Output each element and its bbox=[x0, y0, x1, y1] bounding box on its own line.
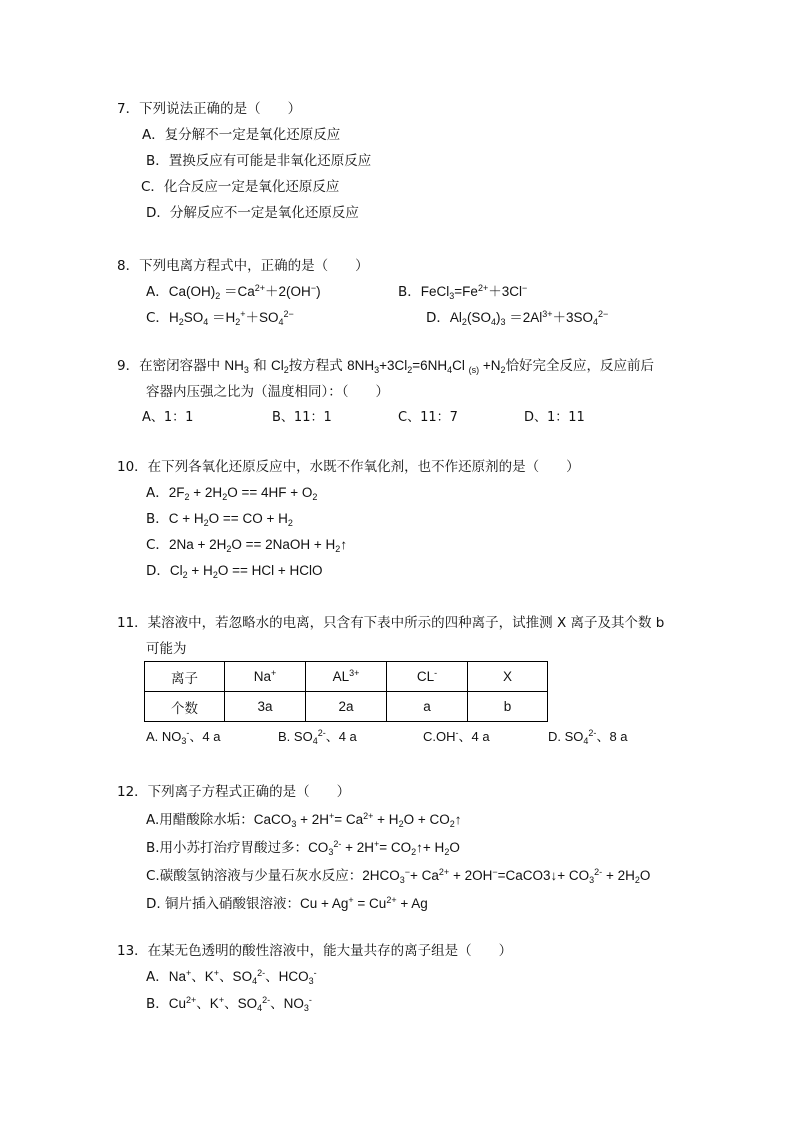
q13-option-b: B．$Cu^{2+}$、K+、$SO_4^{2-}$、$NO_3^-$ bbox=[146, 995, 312, 1013]
table-cell: b bbox=[468, 692, 548, 722]
q7-option-c: C．化合反应一定是氧化还原反应 bbox=[141, 179, 340, 195]
table-row bbox=[145, 662, 548, 692]
q11-stem: 11．某溶液中，若忽略水的电离，只含有下表中所示的四种离子，试推测 X 离子及其个数 b bbox=[117, 615, 665, 631]
q9-option-b: B、11：1 bbox=[272, 410, 332, 425]
q12-option-c: C.碳酸氢钠溶液与少量石灰水反应：$2HCO_3^-+ Ca^{2+}$ + 2OH−=CaCO3↓+ $CO_3^{2-} + 2H_2O$ bbox=[146, 867, 651, 885]
q8-option-d: D．$Al_2(SO_4)_3 =2Al^{3+}+3SO_4^{2-}$ bbox=[426, 309, 609, 327]
table-cell: X bbox=[468, 662, 548, 692]
ion-table bbox=[144, 661, 548, 722]
q12-option-a: A.用醋酸除水垢：CaCO$_3$ + $2H^+= Ca^{2+} + H_2O$ + $CO_2↑$ bbox=[146, 811, 462, 829]
q12-option-b: B.用小苏打治疗胃酸过多：$CO_3^{2-} + 2H^+=$ $CO_2↑+ H_2O$ bbox=[146, 839, 460, 857]
q11-option-b: B. $SO_4^{2-}$、4 a bbox=[278, 728, 357, 746]
q10-option-d: D．$Cl_2 + H_2O$ == HCl + HClO bbox=[146, 563, 323, 580]
table-cell: 离子 bbox=[145, 662, 225, 692]
q10-option-c: C．$2Na + 2H_2O$ == 2NaOH + $H_2↑$ bbox=[146, 537, 348, 554]
table-cell: a bbox=[387, 692, 468, 722]
table-row bbox=[145, 692, 548, 722]
q9-option-d: D、1：11 bbox=[524, 410, 585, 425]
q7-option-d: D．分解反应不一定是氧化还原反应 bbox=[146, 205, 359, 221]
q8-option-b: B．$FeCl_3=Fe^{2+}+3Cl^-$ bbox=[398, 283, 528, 301]
q9-stem: 9．在密闭容器中 $NH_3$ 和 $Cl_2$按方程式 $8NH_3+3Cl_2=6NH_4Cl$ $_{(s)} +N_2$恰好完全反应，反应前后 bbox=[117, 358, 655, 375]
q13-stem: 13．在某无色透明的酸性溶液中，能大量共存的离子组是（ ） bbox=[117, 943, 513, 959]
q11-option-a: A. $NO_3^-$、4 a bbox=[146, 728, 221, 746]
q11-stem-line2: 可能为 bbox=[146, 641, 187, 657]
q12-option-d: D. 铜片插入硝酸银溶液：$Cu + Ag^+ = Cu^{2+} + Ag$ bbox=[146, 895, 428, 912]
q8-option-a: A．$Ca(OH)_2 =Ca^{2+}+2(OH^-)$ bbox=[146, 283, 321, 301]
q10-stem: 10．在下列各氧化还原反应中，水既不作氧化剂，也不作还原剂的是（ ） bbox=[117, 459, 580, 475]
q8-option-c: C．$H_2SO_4 =H_2^++SO_4^{2-}$ bbox=[146, 309, 294, 327]
table-cell: $AL^{3+}$ bbox=[306, 662, 387, 692]
q11-option-c: C.OH-、4 a bbox=[423, 728, 490, 744]
q10-option-b: B．$C + H_2O$ == CO + $H_2$ bbox=[146, 511, 293, 528]
q13-option-a: A．Na+、K+、$SO_4^{2-}$、$HCO_3^-$ bbox=[146, 968, 317, 986]
q9-option-c: C、11：7 bbox=[398, 410, 458, 425]
table-cell: Na+ bbox=[225, 662, 306, 692]
table-cell: CL- bbox=[387, 662, 468, 692]
table-cell: 2a bbox=[306, 692, 387, 722]
q9-stem-line2: 容器内压强之比为（温度相同）：（ ） bbox=[146, 384, 389, 400]
table-cell: 个数 bbox=[145, 692, 225, 722]
q11-option-d: D. $SO_4^{2-}$、8 a bbox=[548, 728, 628, 746]
q8-stem: 8．下列电离方程式中，正确的是（ ） bbox=[117, 258, 369, 274]
q12-stem: 12．下列离子方程式正确的是（ ） bbox=[117, 784, 351, 800]
q7-option-b: B．置换反应有可能是非氧化还原反应 bbox=[146, 153, 372, 169]
q9-option-a: A、1：1 bbox=[142, 410, 194, 425]
q10-option-a: A．$2F_2 + 2H_2O == 4HF + O_2$ bbox=[146, 485, 318, 502]
table-cell: 3a bbox=[225, 692, 306, 722]
q7-option-a: A．复分解不一定是氧化还原反应 bbox=[142, 127, 341, 143]
q7-stem: 7．下列说法正确的是（ ） bbox=[117, 101, 302, 117]
